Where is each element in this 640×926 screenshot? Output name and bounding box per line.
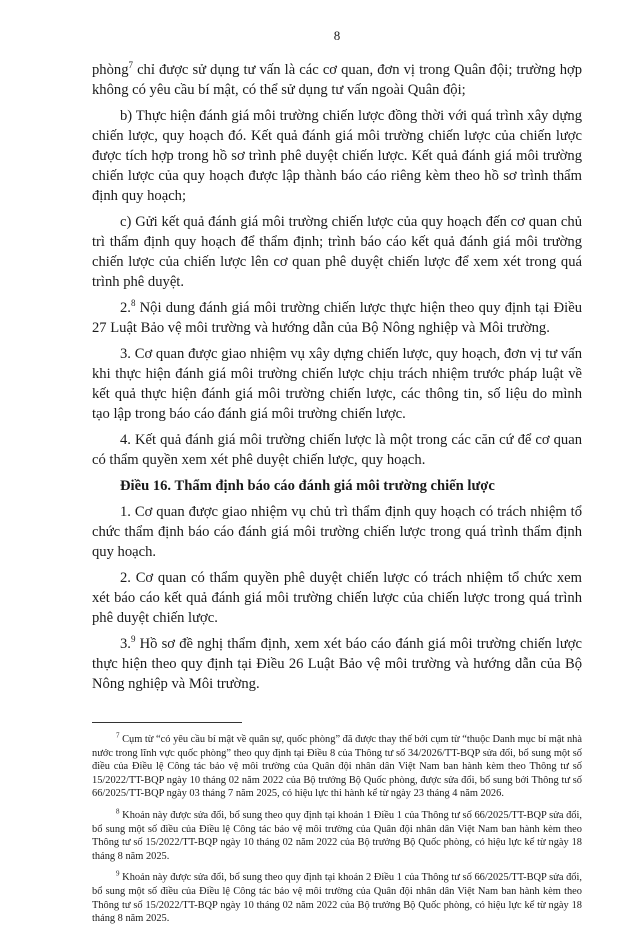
paragraph-item-3: 3. Cơ quan được giao nhiệm vụ xây dựng chiến lược, quy hoạch, đơn vị tư vấn khi thực hiện đánh giá môi trường chiến lược chịu trách nhiệm trước pháp luật về kết quả thực hiện đánh giá môi trường chiến lược, các thông tin, số liệu do mình tạo lập trong báo cáo đánh giá môi trường chiến lược.	[92, 346, 582, 422]
paragraph-item-2: 2.$^8$ Nội dung đánh giá môi trường chiến lược thực hiện theo quy định tại Điều 27 Luật Bảo vệ môi trường và hướng dẫn của Bộ Nông nghiệp và Môi trường.	[92, 298, 582, 336]
footnote-ref-7[interactable]: 7	[128, 60, 133, 71]
article-16-item-1: 1. Cơ quan được giao nhiệm vụ chủ trì thẩm định quy hoạch có trách nhiệm tổ chức thẩm định báo cáo đánh giá môi trường chiến lược trong quá trình thẩm định quy hoạch.	[92, 504, 582, 560]
page-number: 8	[333, 28, 341, 43]
footnote-ref-9[interactable]: 9	[130, 634, 136, 645]
body-text	[92, 60, 582, 694]
article-16-heading: Điều 16. Thẩm định báo cáo đánh giá môi trường chiến lược	[120, 478, 495, 494]
paragraph-continuation: phòng$^7$ chỉ được sử dụng tư vấn là các cơ quan, đơn vị trong Quân đội; trường hợp không có yêu cầu bí mật, có thể sử dụng tư vấn ngoài Quân đội;	[92, 60, 582, 98]
footnotes	[92, 733, 582, 926]
footnote-9: $^9$ Khoản này được sửa đổi, bổ sung theo quy định tại khoản 2 Điều 1 của Thông tư số 66/2025/TT-BQP sửa đổi, bổ sung một số điều của Điều lệ Công tác bảo vệ môi trường của Quân đội nhân dân Việt Nam ban hành kèm theo Thông tư số 15/2022/TT-BQP ngày 10 tháng 02 năm 2022 của Bộ trưởng Bộ Quốc phòng, có hiệu lực kể từ ngày 18 tháng 8 năm 2025.	[92, 869, 582, 925]
paragraph-item-4: 4. Kết quả đánh giá môi trường chiến lược là một trong các căn cứ để cơ quan có thẩm quyền xem xét phê duyệt chiến lược, quy hoạch.	[92, 432, 582, 468]
article-16-item-3: 3.$^9$ Hồ sơ đề nghị thẩm định, xem xét báo cáo đánh giá môi trường chiến lược thực hiện theo quy định tại Điều 26 Luật Bảo vệ môi trường và hướng dẫn của Bộ Nông nghiệp và Môi trường.	[92, 634, 582, 692]
footnote-divider	[92, 722, 242, 723]
article-16-item-2: 2. Cơ quan có thẩm quyền phê duyệt chiến lược có trách nhiệm tổ chức xem xét báo cáo kết quả đánh giá môi trường chiến lược của chiến lược trong quá trình phê duyệt chiến lược.	[92, 570, 582, 626]
footnote-7: $^7$ Cụm từ “có yêu cầu bí mật về quân sự, quốc phòng” đã được thay thế bởi cụm từ “thuộc Danh mục bí mật nhà nước trong lĩnh vực quốc phòng” theo quy định tại Điều 8 của Thông tư số 34/2026/TT-BQP sửa đổi, bổ sung một số điều của Điều lệ Công tác bảo vệ môi trường của Quân đội nhân dân Việt Nam ban hành kèm theo Thông tư số 15/2022/TT-BQP ngày 10 tháng 02 năm 2022 của Bộ trưởng Bộ Quốc phòng, được sửa đổi, bổ sung bởi Thông tư số 66/2025/TT-BQP ngày 03 tháng 7 năm 2025, có hiệu lực thi hành kể từ ngày 23 tháng 4 năm 2026.	[92, 731, 582, 800]
footnote-ref-8[interactable]: 8	[130, 298, 136, 309]
footnote-8: $^8$ Khoản này được sửa đổi, bổ sung theo quy định tại khoản 1 Điều 1 của Thông tư số 66/2025/TT-BQP sửa đổi, bổ sung một số điều của Điều lệ Công tác bảo vệ môi trường của Quân đội nhân dân Việt Nam ban hành kèm theo Thông tư số 15/2022/TT-BQP ngày 10 tháng 02 năm 2022 của Bộ trưởng Bộ Quốc phòng, có hiệu lực kể từ ngày 18 tháng 8 năm 2025.	[92, 807, 582, 862]
paragraph-c: c) Gửi kết quả đánh giá môi trường chiến lược của quy hoạch đến cơ quan chủ trì thẩm định quy hoạch để thẩm định; trình báo cáo kết quả đánh giá môi trường chiến lược của chiến lược lên cơ quan phê duyệt chiến lược để xem xét trong quá trình phê duyệt.	[92, 214, 582, 290]
paragraph-b: b) Thực hiện đánh giá môi trường chiến lược đồng thời với quá trình xây dựng chiến lược, quy hoạch đó. Kết quả đánh giá môi trường chiến lược của chiến lược được tích hợp trong hồ sơ trình phê duyệt chiến lược. Kết quả đánh giá môi trường chiến lược của quy hoạch được lập thành báo cáo riêng kèm theo hồ sơ trình thẩm định quy hoạch;	[92, 108, 582, 204]
